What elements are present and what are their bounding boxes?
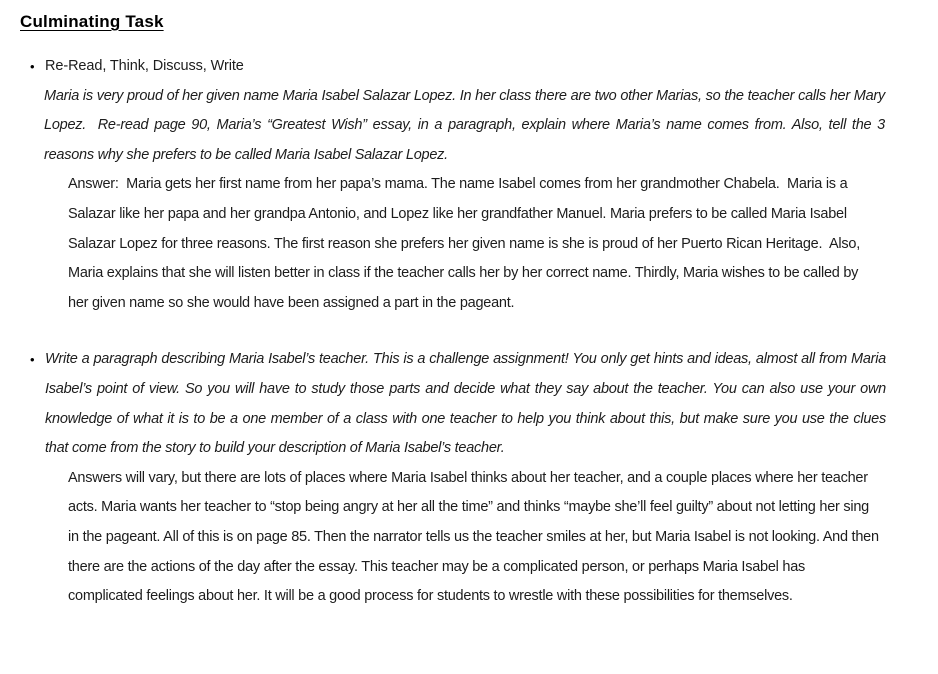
prompt-paragraph: Write a paragraph describing Maria Isabel’s teacher. This is a challenge assignment! You only get hints and ideas, almost all from Maria Isabel’s point of view. So you will have to study those parts and decide what they say about the teacher. You can also use your own knowledge of what it is to be a one member of a class with one teacher to help you think about this, but make sure you use the clues that come from the story to build your description of Maria Isabel’s teacher.: [45, 351, 890, 457]
bullet-prompt-row: [20, 345, 912, 463]
answer-paragraph: Answer: Maria gets her first name from her papa’s mama. The name Isabel comes from her grandmother Chabela. Maria is a Salazar like her papa and her grandpa Antonio, and Lopez like her grandfather Manuel. Maria prefers to be called Maria Isabel Salazar Lopez for three reasons. The first reason she prefers her given name is she is proud of her Puerto Rican Heritage. Also, Maria explains that she will listen better in class if the teacher calls her by her correct name. Thirdly, Maria wishes to be called by her given name so she would have been assigned a part in the pageant.: [68, 176, 864, 311]
section-heading: Re-Read, Think, Discuss, Write: [45, 58, 244, 74]
bullet-icon: •: [30, 352, 35, 368]
prompt-paragraph: Maria is very proud of her given name Maria Isabel Salazar Lopez. In her class there are two other Marias, so the teacher calls her Mary Lopez. Re-read page 90, Maria’s “Greatest Wish” essay, in a paragraph, explain where Maria’s name comes from. Also, tell the 3 reasons why she prefers to be called Maria Isabel Salazar Lopez.: [44, 87, 889, 163]
answer-paragraph: Answers will vary, but there are lots of places where Maria Isabel thinks about her teacher, and a couple places where her teacher acts. Maria wants her teacher to “stop being angry at her all the time” and thinks “maybe she’ll feel guilty” about not letting her sing in the pageant. All of this is on page 85. Then the narrator tells us the teacher smiles at her, but Maria Isabel is not looking. And then there are the actions of the day after the essay. This teacher may be a complicated person, or perhaps Maria Isabel has complicated feelings about her. It will be a good process for students to wrestle with these possibilities for themselves.: [68, 469, 883, 605]
task-section-1: [20, 52, 912, 318]
bullet-icon: •: [30, 59, 35, 74]
task-section-2: [20, 345, 912, 611]
page-title: Culminating Task: [20, 12, 164, 31]
bullet-heading-row: [20, 52, 912, 82]
